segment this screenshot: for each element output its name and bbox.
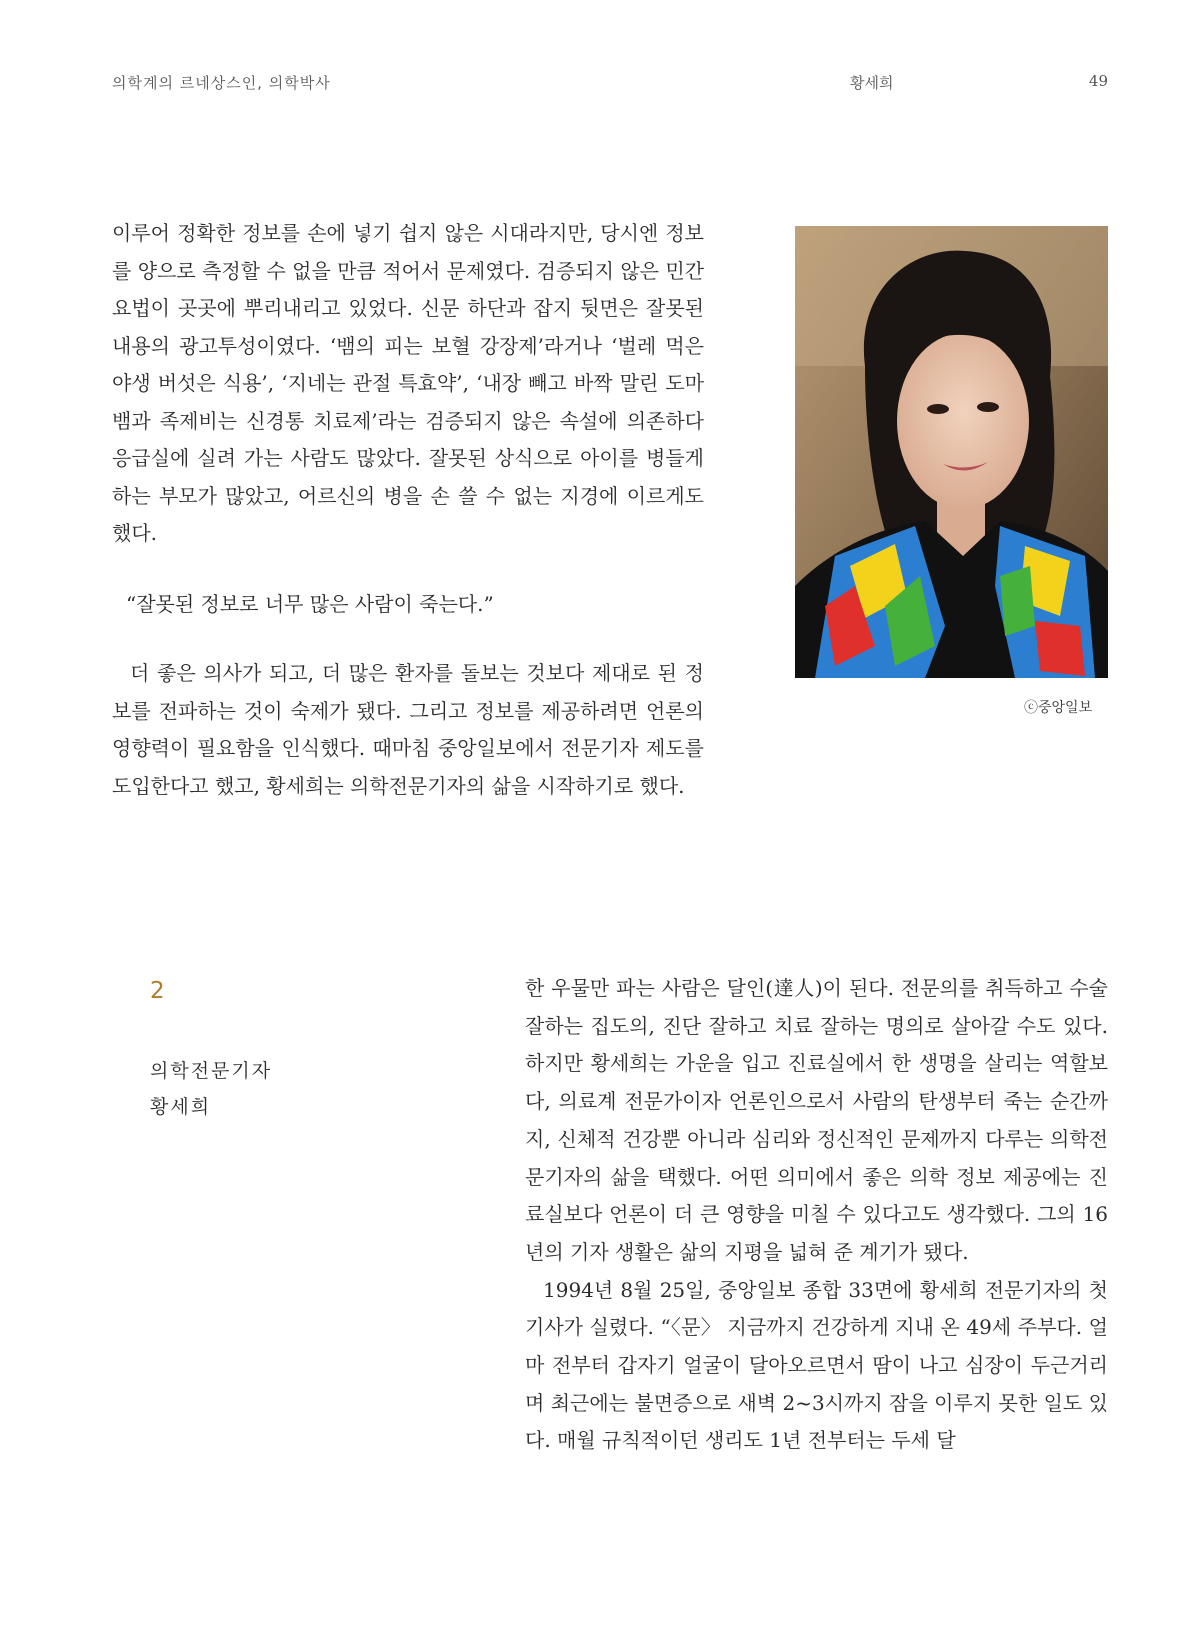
upper-body-text [112,215,704,805]
upper-paragraph-2: 더 좋은 의사가 되고, 더 많은 환자를 돌보는 것보다 제대로 된 정보를 전파하는 것이 숙제가 됐다. 그리고 정보를 제공하려면 언론의 영향력이 필요함을 인식했다. 때마침 중앙일보에서 전문기자 제도를 도입한다고 했고, 황세희는 의학전문기자의 삶을 시작하기로 했다. [112,661,704,798]
person-name-header: 황세희 [850,74,894,92]
upper-paragraph-1: 이루어 정확한 정보를 손에 넣기 쉽지 않은 시대라지만, 당시엔 정보를 양으로 측정할 수 없을 만큼 적어서 문제였다. 검증되지 않은 민간요법이 곳곳에 뿌리내리고 있었다. 신문 하단과 잡지 뒷면은 잘못된 내용의 광고투성이였다. ‘뱀의 피는 보혈 강장제’라거나 ‘벌레 먹은 야생 버섯은 식용’, ‘지네는 관절 특효약’, ‘내장 빼고 바짝 말린 도마뱀과 족제비는 신경통 치료제’라는 검증되지 않은 속설에 의존하다 응급실에 실려 가는 사람도 많았다. 잘못된 상식으로 아이를 병들게 하는 부모가 많았고, 어르신의 병을 손 쓸 수 없는 지경에 이르게도 했다. [112,221,704,545]
lower-paragraph-1: 한 우물만 파는 사람은 달인(達人)이 된다. 전문의를 취득하고 수술 잘하는 집도의, 진단 잘하고 치료 잘하는 명의로 살아갈 수도 있다. 하지만 황세희는 가운을 입고 진료실에서 한 생명을 살리는 역할보다, 의료계 전문가이자 언론인으로서 사람의 탄생부터 죽는 순간까지, 신체적 건강뿐 아니라 심리와 정신적인 문제까지 다루는 의학전문기자의 삶을 택했다. 어떤 의미에서 좋은 의학 정보 제공에는 진료실보다 언론이 더 큰 영향을 미칠 수 있다고도 생각했다. 그의 16년의 기자 생활은 삶의 지평을 넓혀 준 계기가 됐다. [525,976,1108,1264]
pull-quote: “잘못된 정보로 너무 많은 사람이 죽는다.” [126,591,494,616]
page-number: 49 [1088,72,1108,90]
section-number: 2 [150,978,165,1004]
running-header [112,72,1108,96]
portrait-photo [795,226,1108,678]
section-title-line-1: 의학전문기자 [150,1060,273,1082]
lower-paragraph-2: 1994년 8월 25일, 중앙일보 종합 33면에 황세희 전문기자의 첫 기사가 실렸다. “〈문〉 지금까지 건강하게 지내 온 49세 주부다. 얼마 전부터 갑자기 얼굴이 달아오르면서 땀이 나고 심장이 두근거리며 최근에는 불면증으로 새벽 2~3시까지 잠을 이루지 못한 일도 있다. 매월 규칙적이던 생리도 1년 전부터는 두세 달 [525,1277,1108,1453]
photo-credit: ⓒ중앙일보 [1024,700,1093,716]
lower-body-text [525,970,1108,1460]
section-title-line-2: 황세희 [150,1096,212,1118]
section-title [150,1053,272,1125]
book-title: 의학계의 르네상스인, 의학박사 [112,74,331,92]
